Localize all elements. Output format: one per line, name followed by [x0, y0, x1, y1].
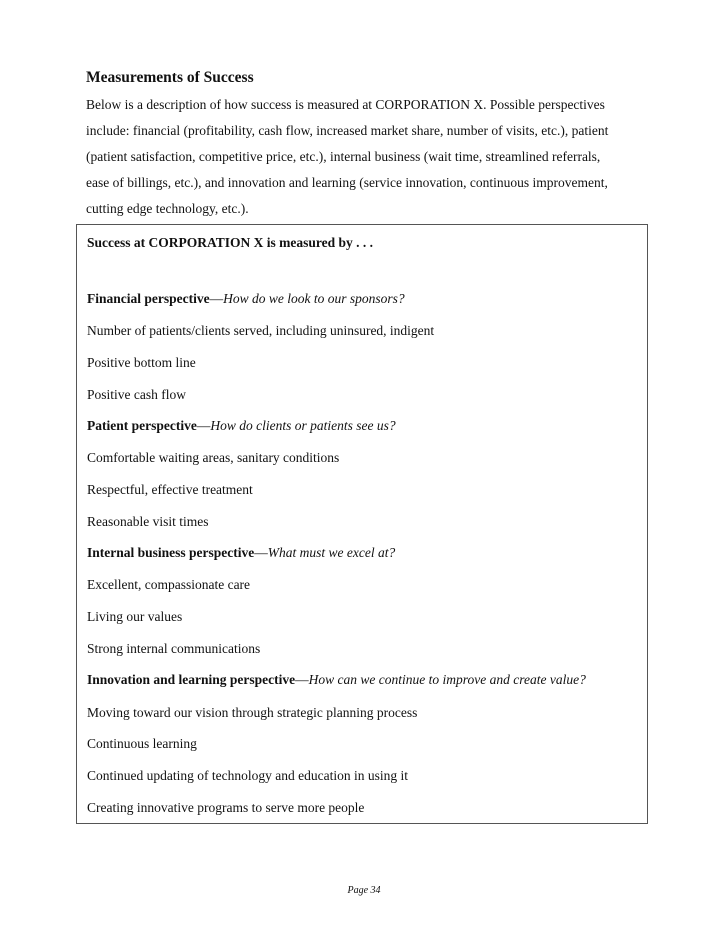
intro-paragraph	[86, 92, 646, 222]
section-label: Patient perspective	[87, 418, 197, 433]
intro-line: cutting edge technology, etc.).	[86, 201, 249, 216]
section-heading: Measurements of Success	[86, 69, 254, 86]
list-item: Strong internal communications	[87, 641, 261, 656]
section-label: Financial perspective	[87, 291, 210, 306]
list-item: Moving toward our vision through strategic planning process	[87, 705, 418, 720]
intro-line: (patient satisfaction, competitive price, etc.), internal business (wait time, streamlined referrals,	[86, 149, 601, 164]
list-item: Number of patients/clients served, including uninsured, indigent	[87, 323, 435, 338]
list-item: Respectful, effective treatment	[87, 482, 253, 497]
list-item: Positive cash flow	[87, 387, 186, 402]
list-item: Continuous learning	[87, 736, 197, 751]
list-item: Positive bottom line	[87, 355, 196, 370]
intro-line: ease of billings, etc.), and innovation and learning (service innovation, continuous improvement,	[86, 175, 608, 190]
intro-line: include: financial (profitability, cash flow, increased market share, number of visits, etc.), patient	[86, 123, 609, 138]
section-question: How can we continue to improve and create value?	[308, 672, 586, 687]
section-header-innovation: Innovation and learning perspective—How can we continue to improve and create value?	[87, 672, 586, 687]
list-item: Creating innovative programs to serve more people	[87, 800, 365, 815]
section-header-patient: Patient perspective—How do clients or patients see us?	[87, 418, 396, 433]
list-item: Reasonable visit times	[87, 514, 209, 529]
section-header-financial: Financial perspective—How do we look to our sponsors?	[87, 291, 405, 306]
list-item: Living our values	[87, 609, 183, 624]
intro-line: Below is a description of how success is measured at CORPORATION X. Possible perspectives	[86, 97, 605, 112]
page-number: Page 34	[347, 885, 381, 896]
section-question: How do clients or patients see us?	[210, 418, 396, 433]
list-item: Excellent, compassionate care	[87, 577, 251, 592]
section-header-internal: Internal business perspective—What must we excel at?	[87, 545, 396, 560]
box-title: Success at CORPORATION X is measured by . . .	[87, 235, 374, 250]
section-question: What must we excel at?	[267, 545, 396, 560]
list-item: Continued updating of technology and education in using it	[87, 768, 408, 783]
list-item: Comfortable waiting areas, sanitary conditions	[87, 450, 340, 465]
section-question: How do we look to our sponsors?	[223, 291, 405, 306]
section-label: Innovation and learning perspective	[87, 672, 296, 687]
success-measures-box	[76, 224, 648, 824]
section-label: Internal business perspective	[87, 545, 255, 560]
